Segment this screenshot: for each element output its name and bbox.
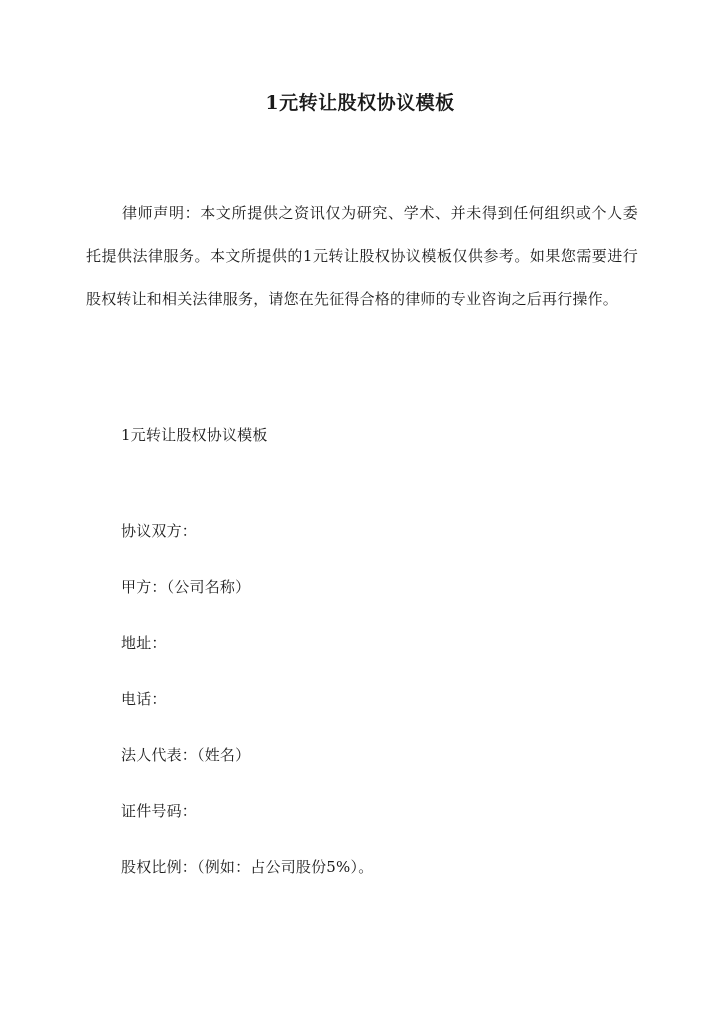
equity-ratio-line: 股权比例：（例如：占公司股份5%）。 <box>121 858 374 876</box>
address-line: 地址： <box>121 634 167 652</box>
parties-heading: 协议双方： <box>121 522 198 540</box>
agreement-subtitle: 1元转让股权协议模板 <box>121 426 268 444</box>
legal-representative-line: 法人代表：（姓名） <box>121 746 251 764</box>
document-title: 1元转让股权协议模板 <box>265 92 455 114</box>
party-a-line: 甲方：（公司名称） <box>121 578 251 596</box>
id-number-line: 证件号码： <box>121 802 198 820</box>
phone-line: 电话： <box>121 690 167 708</box>
lawyer-disclaimer: 律师声明：本文所提供之资讯仅为研究、学术、并未得到任何组织或个人委托提供法律服务。本文所提供的1元转让股权协议模板仅供参考。如果您需要进行股权转让和相关法律服务，请您在先征得合格的律师的专业咨询之后再行操作。 <box>86 204 638 308</box>
